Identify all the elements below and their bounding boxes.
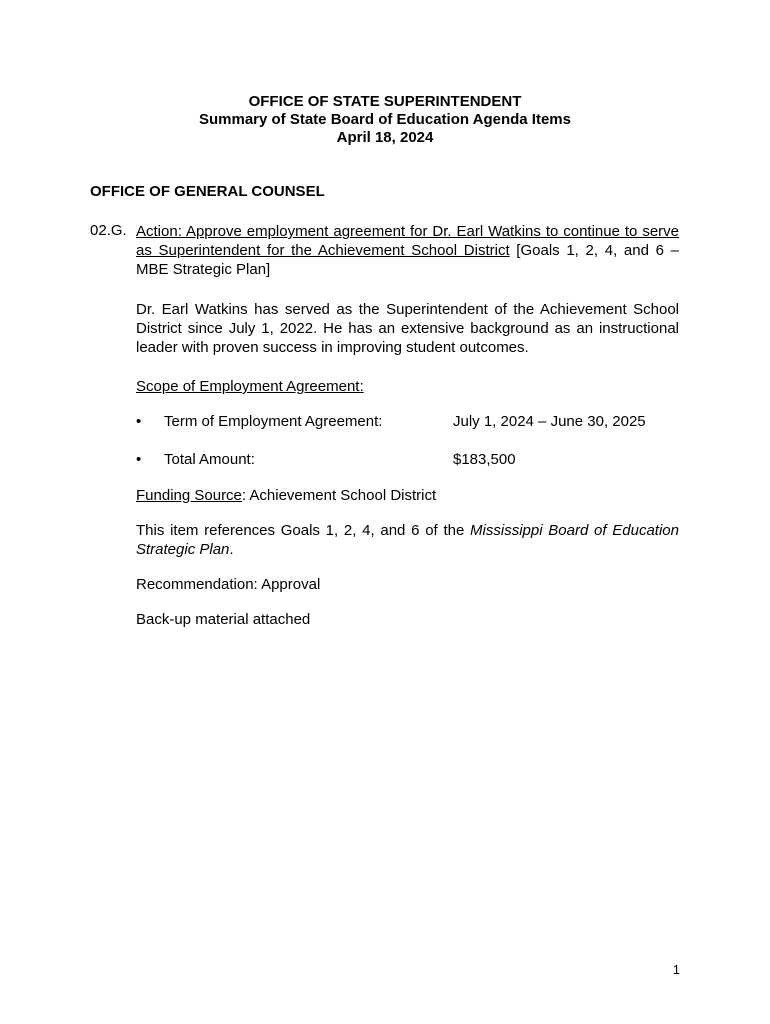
- scope-item-label: Term of Employment Agreement:: [164, 413, 383, 430]
- scope-heading-text: Scope of Employment Agreement:: [136, 378, 364, 395]
- bullet-icon: •: [136, 451, 142, 468]
- scope-item-value: $183,500: [453, 451, 516, 468]
- page-number: 1: [672, 962, 680, 977]
- funding-source: [136, 486, 679, 505]
- item-number: 02.G.: [90, 222, 127, 239]
- goals-suffix: .: [229, 541, 234, 558]
- strategic-plan-title: Mississippi Board of Education Strategic Plan: [136, 522, 679, 558]
- summary-title: Summary of State Board of Education Agenda Items: [198, 111, 571, 128]
- goals-prefix: This item references Goals 1, 2, 4, and 6 of the: [136, 522, 471, 539]
- section-title: OFFICE OF GENERAL COUNSEL: [90, 183, 325, 200]
- scope-heading: [136, 377, 679, 396]
- scope-item-amount: [136, 451, 679, 471]
- description-paragraph: Dr. Earl Watkins has served as the Superintendent of the Achievement School District since July 1, 2022. He has an extensive background as an instructional leader with proven success in improving student outcomes.: [136, 301, 679, 356]
- backup-note: Back-up material attached: [136, 611, 311, 628]
- scope-item-term: [136, 413, 679, 433]
- scope-item-value: July 1, 2024 – June 30, 2025: [453, 413, 646, 430]
- agenda-date: April 18, 2024: [336, 129, 434, 146]
- action-paragraph: [136, 222, 679, 279]
- funding-value: : Achievement School District: [241, 487, 437, 504]
- funding-label: Funding Source: [136, 487, 242, 504]
- document-header: [0, 93, 770, 147]
- bullet-icon: •: [136, 413, 142, 430]
- goals-paragraph: [136, 521, 679, 559]
- action-goals: [Goals 1, 2, 4, and 6 – MBE Strategic Plan]: [136, 242, 679, 278]
- action-statement: Action: Approve employment agreement for Dr. Earl Watkins to continue to serve as Superintendent for the Achievement School District: [136, 223, 679, 259]
- recommendation: Recommendation: Approval: [136, 576, 321, 593]
- scope-item-label: Total Amount:: [164, 451, 255, 468]
- office-title: OFFICE OF STATE SUPERINTENDENT: [248, 93, 522, 110]
